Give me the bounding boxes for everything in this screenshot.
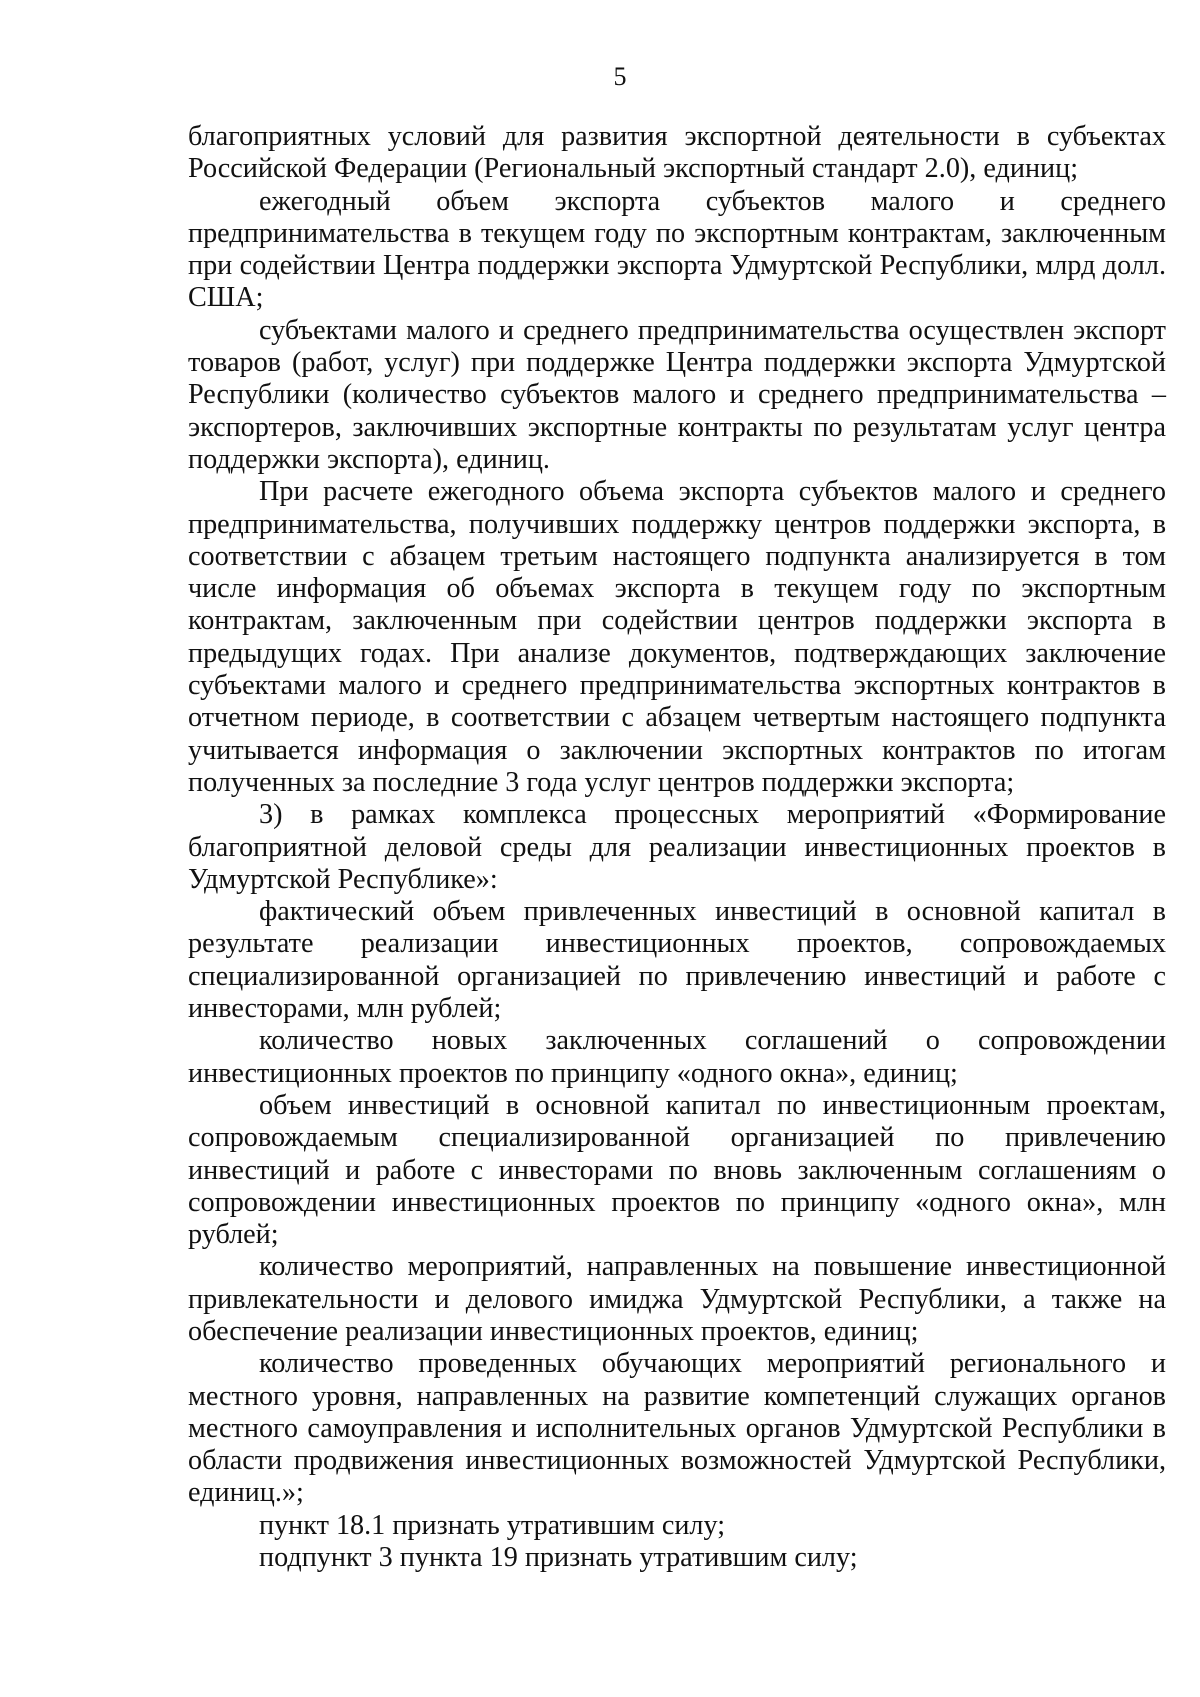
paragraph-4: При расчете ежегодного объема экспорта субъектов малого и среднего предпринимательства, получивших поддержку центров поддержки экспорта, в соответствии с абзацем третьим настоящего подпункта анализируется в том числе информация об объемах экспорта в текущем году по экспортным контрактам, заключенным при содействии центров поддержки экспорта в предыдущих годах. При анализе документов, подтверждающих заключение субъектами малого и среднего предпринимательства экспортных контрактов в отчетном периоде, в соответствии с абзацем четвертым настоящего подпункта учитывается информация о заключении экспортных контрактов по итогам полученных за последние 3 года услуг центров поддержки экспорта; (188, 476, 1166, 798)
paragraph-12: подпункт 3 пункта 19 признать утратившим силу; (259, 1542, 858, 1574)
document-body (188, 121, 1166, 1574)
paragraph-3: субъектами малого и среднего предпринимательства осуществлен экспорт товаров (работ, услуг) при поддержке Центра поддержки экспорта Удмуртской Республики (количество субъектов малого и среднего предпринимательства – экспортеров, заключивших экспортные контракты по результатам услуг центра поддержки экспорта), единиц. (188, 314, 1166, 475)
paragraph-7: количество новых заключенных соглашений о сопровождении инвестиционных проектов по принципу «одного окна», единиц; (188, 1025, 1166, 1089)
page-number: 5 (613, 62, 627, 91)
paragraph-9: количество мероприятий, направленных на повышение инвестиционной привлекательности и делового имиджа Удмуртской Республики, а также на обеспечение реализации инвестиционных проектов, единиц; (188, 1251, 1166, 1347)
paragraph-10: количество проведенных обучающих мероприятий регионального и местного уровня, направленных на развитие компетенций служащих органов местного самоуправления и исполнительных органов Удмуртской Республики в области продвижения инвестиционных возможностей Удмуртской Республики, единиц.»; (188, 1348, 1166, 1509)
paragraph-2: ежегодный объем экспорта субъектов малого и среднего предпринимательства в текущем году по экспортным контрактам, заключенным при содействии Центра поддержки экспорта Удмуртской Республики, млрд долл. США; (188, 185, 1166, 314)
paragraph-1: благоприятных условий для развития экспортной деятельности в субъектах Российской Федерации (Региональный экспортный стандарт 2.0), единиц; (188, 121, 1166, 185)
paragraph-11: пункт 18.1 признать утратившим силу; (259, 1509, 726, 1541)
paragraph-8: объем инвестиций в основной капитал по инвестиционным проектам, сопровождаемым специализированной организацией по привлечению инвестиций и работе с инвесторами по вновь заключенным соглашениям о сопровождении инвестиционных проектов по принципу «одного окна», млн рублей; (188, 1089, 1166, 1251)
paragraph-5: 3) в рамках комплекса процессных мероприятий «Формирование благоприятной деловой среды для реализации инвестиционных проектов в Удмуртской Республике»: (188, 799, 1166, 895)
paragraph-6: фактический объем привлеченных инвестиций в основной капитал в результате реализации инвестиционных проектов, сопровождаемых специализированной организацией по привлечению инвестиций и работе с инвесторами, млн рублей; (188, 896, 1166, 1025)
